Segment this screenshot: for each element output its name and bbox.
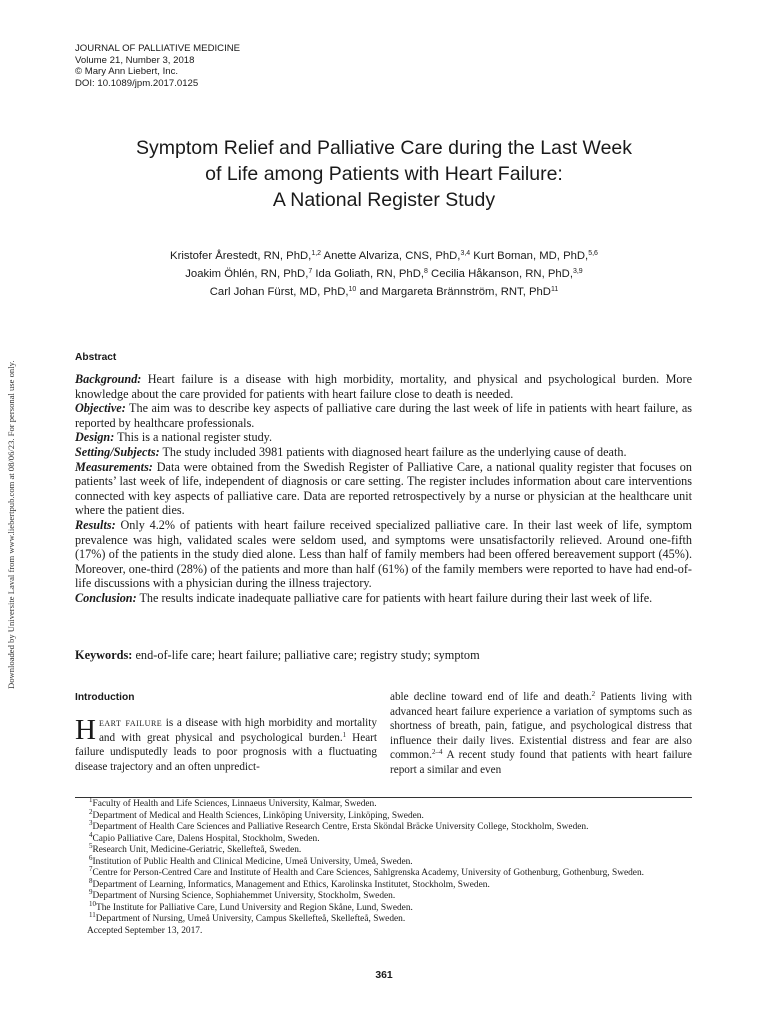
abstract-section bbox=[75, 372, 692, 401]
affiliation-marker: 3,9 bbox=[572, 268, 583, 275]
abstract-section bbox=[75, 445, 692, 460]
body-column-right bbox=[390, 690, 692, 778]
footnote-number: 10 bbox=[89, 899, 96, 908]
footnote-text: Department of Nursing, Umeå University, Campus Skellefteå, Skellefteå, Sweden. bbox=[95, 914, 406, 924]
section-text: The study included 3981 patients with diagnosed heart failure as the underlying cause of death. bbox=[159, 444, 627, 459]
affiliation-marker: 7 bbox=[308, 268, 313, 275]
keywords bbox=[75, 648, 692, 663]
keywords-text: end-of-life care; heart failure; palliative care; registry study; symptom bbox=[132, 648, 480, 662]
download-watermark bbox=[6, 334, 18, 689]
author-name: Anette Alvariza, CNS, PhD, bbox=[321, 250, 461, 262]
abstract-heading: Abstract bbox=[75, 352, 117, 363]
paragraph-text: is a disease with high morbidity and mortality and with great physical and psychological burden. bbox=[98, 717, 377, 744]
page-number: 361 bbox=[375, 970, 393, 981]
journal-header bbox=[75, 43, 240, 90]
journal-doi: DOI: 10.1089/jpm.2017.0125 bbox=[75, 78, 199, 90]
author-line bbox=[60, 265, 708, 283]
footnote-divider bbox=[75, 797, 692, 798]
author-list bbox=[60, 247, 708, 301]
paragraph-text: Patients living with advanced heart failure experience a variation of symptoms such as shortness of breath, pain, fatigue, and psychological distress that influence their daily lives. Existential distress and fear are also common. bbox=[390, 691, 693, 762]
footnote-number: 9 bbox=[89, 888, 93, 896]
footnote bbox=[75, 796, 692, 811]
affiliation-marker: 5,6 bbox=[588, 250, 598, 257]
author-name: Cecilia Håkanson, RN, PhD, bbox=[427, 268, 573, 280]
footnote-number: 2 bbox=[89, 807, 93, 816]
citation-marker: 2 bbox=[591, 690, 596, 698]
footnote-text: Research Unit, Medicine-Geriatric, Skellefteå, Sweden. bbox=[92, 845, 302, 855]
section-text: The results indicate inadequate palliative care for patients with heart failure during their last week of life. bbox=[136, 590, 653, 605]
article-title bbox=[60, 135, 708, 213]
citation-marker: 2–4 bbox=[431, 748, 443, 757]
paragraph-text: Heart failure undisputedly leads to poor prognosis with a fluctuating disease trajectory and an often unpredict- bbox=[75, 731, 377, 773]
section-text: This is a national register study. bbox=[114, 430, 273, 445]
footnote bbox=[75, 865, 692, 880]
affiliation-marker: 1,2 bbox=[311, 250, 322, 257]
journal-volume: Volume 21, Number 3, 2018 bbox=[75, 54, 195, 66]
abstract-body bbox=[75, 372, 692, 606]
section-label: Background: bbox=[75, 372, 142, 386]
footnote-number: 3 bbox=[89, 819, 93, 827]
footnote-text: Department of Learning, Informatics, Management and Ethics, Karolinska Institutet, Stockholm, Sweden. bbox=[92, 879, 490, 890]
abstract-section bbox=[75, 430, 692, 445]
affiliation-marker: 8 bbox=[424, 268, 428, 275]
footnote bbox=[75, 819, 692, 834]
section-text: Only 4.2% of patients with heart failure received specialized palliative care. In their last week of life, symptom prevalence was high, validated scales were seldom used, and symptoms were unsatisfactorily relieved. Around one-fifth (17%) of the patients in the study died alone. Less than half of family members had been offered bereavement support (45%). Moreover, one-third (28%) of the patients and more than half (61%) of the family members were reported to have had end-of-life discussions with a physician during the illness trajectory. bbox=[75, 517, 692, 591]
journal-copyright: © Mary Ann Liebert, Inc. bbox=[75, 66, 179, 78]
footnote bbox=[75, 807, 692, 823]
title-line: Symptom Relief and Palliative Care during the Last Week bbox=[135, 137, 633, 159]
paragraph bbox=[390, 690, 692, 778]
author-name: Joakim Öhlén, RN, PhD, bbox=[185, 268, 309, 280]
footnote bbox=[75, 899, 692, 915]
affiliation-marker: 3,4 bbox=[460, 250, 471, 257]
section-label: Objective: bbox=[75, 401, 126, 416]
download-watermark-text: Downloaded by Universite Laval from www.liebertpub.com at 08/06/23. For personal use only. bbox=[6, 360, 16, 689]
footnote-number: 6 bbox=[89, 853, 93, 862]
footnote-text: Faculty of Health and Life Sciences, Linnaeus University, Kalmar, Sweden. bbox=[92, 799, 377, 809]
footnote-text: Centre for Person-Centred Care and Institute of Health and Care Sciences, Sahlgrenska Academy, University of Gothenburg, Gothenburg, Sweden. bbox=[92, 868, 645, 878]
section-label: Design: bbox=[75, 430, 115, 445]
footnote bbox=[75, 842, 692, 857]
citation-marker: 1 bbox=[342, 730, 347, 739]
footnote-number: 4 bbox=[89, 830, 93, 839]
affiliation-marker: 10 bbox=[348, 286, 357, 293]
abstract-section bbox=[75, 591, 692, 606]
author-name: Ida Goliath, RN, PhD, bbox=[312, 268, 425, 280]
footnote bbox=[75, 888, 692, 903]
footnote bbox=[75, 853, 692, 869]
affiliation-footnotes bbox=[75, 796, 692, 937]
author-name: Kristofer Årestedt, RN, PhD, bbox=[170, 250, 312, 262]
abstract-section bbox=[75, 460, 692, 518]
section-label: Results: bbox=[75, 517, 116, 532]
footnote-number: 5 bbox=[89, 842, 93, 850]
paragraph bbox=[75, 716, 377, 774]
footnote bbox=[75, 911, 692, 926]
paragraph-text: able decline toward end of life and death. bbox=[390, 691, 592, 703]
footnote-number: 11 bbox=[89, 911, 96, 919]
author-name: Kurt Boman, MD, PhD, bbox=[470, 250, 589, 262]
lead-in-smallcaps: eart failure bbox=[98, 717, 163, 729]
section-label: Conclusion: bbox=[75, 590, 137, 605]
footnote-text: Department of Health Care Sciences and Palliative Research Centre, Ersta Sköndal Bräcke University College, Stockholm, Sweden. bbox=[92, 822, 589, 832]
keywords-label: Keywords: bbox=[75, 648, 133, 662]
body-column-left bbox=[75, 716, 377, 774]
section-label: Setting/Subjects: bbox=[75, 444, 160, 459]
drop-cap: H bbox=[75, 714, 96, 746]
section-text: The aim was to describe key aspects of palliative care during the last week of life in patients with heart failure, as reported by healthcare professionals. bbox=[75, 401, 692, 430]
author-name: Carl Johan Fürst, MD, PhD, bbox=[209, 286, 349, 298]
author-line bbox=[60, 283, 708, 301]
footnote-text: Capio Palliative Care, Dalens Hospital, Stockholm, Sweden. bbox=[92, 833, 320, 844]
title-line: A National Register Study bbox=[272, 189, 496, 211]
affiliation-marker: 11 bbox=[550, 286, 559, 293]
abstract-section bbox=[75, 401, 692, 430]
footnote-number: 8 bbox=[89, 876, 93, 885]
footnote bbox=[75, 830, 692, 846]
paragraph-text: A recent study found that patients with heart failure report a similar and even bbox=[390, 749, 692, 776]
author-line bbox=[60, 247, 708, 265]
section-label: Measurements: bbox=[75, 459, 153, 474]
footnote-number: 1 bbox=[89, 796, 93, 804]
journal-name: JOURNAL OF PALLIATIVE MEDICINE bbox=[75, 43, 241, 54]
footnote-number: 7 bbox=[89, 865, 93, 873]
footnote-text: Department of Nursing Science, Sophiahemmet University, Stockholm, Sweden. bbox=[92, 891, 396, 901]
title-line: of Life among Patients with Heart Failure: bbox=[205, 163, 563, 185]
accepted-date: Accepted September 13, 2017. bbox=[87, 925, 203, 936]
introduction-heading: Introduction bbox=[75, 692, 135, 703]
section-text: Data were obtained from the Swedish Register of Palliative Care, a national quality register that focuses on patients’ last week of life, independent of diagnosis or care setting. The register includes information about care interventions connected with key aspects of palliative care. Data are reported retrospectively by a nurse or physician at the healthcare unit where the patient dies. bbox=[75, 459, 692, 518]
footnote-text: The Institute for Palliative Care, Lund University and Region Skåne, Lund, Sweden. bbox=[96, 902, 413, 913]
abstract-section bbox=[75, 518, 692, 591]
footnote bbox=[75, 876, 692, 892]
author-name: and Margareta Brännström, RNT, PhD bbox=[356, 286, 551, 298]
footnote-text: Department of Medical and Health Sciences, Linköping University, Linköping, Sweden. bbox=[92, 810, 424, 821]
section-text: Heart failure is a disease with high morbidity, mortality, and physical and psychological burden. More knowledge about the care provided for patients with heart failure close to death is needed. bbox=[75, 372, 692, 401]
footnote-text: Institution of Public Health and Clinical Medicine, Umeå University, Umeå, Sweden. bbox=[92, 856, 413, 867]
